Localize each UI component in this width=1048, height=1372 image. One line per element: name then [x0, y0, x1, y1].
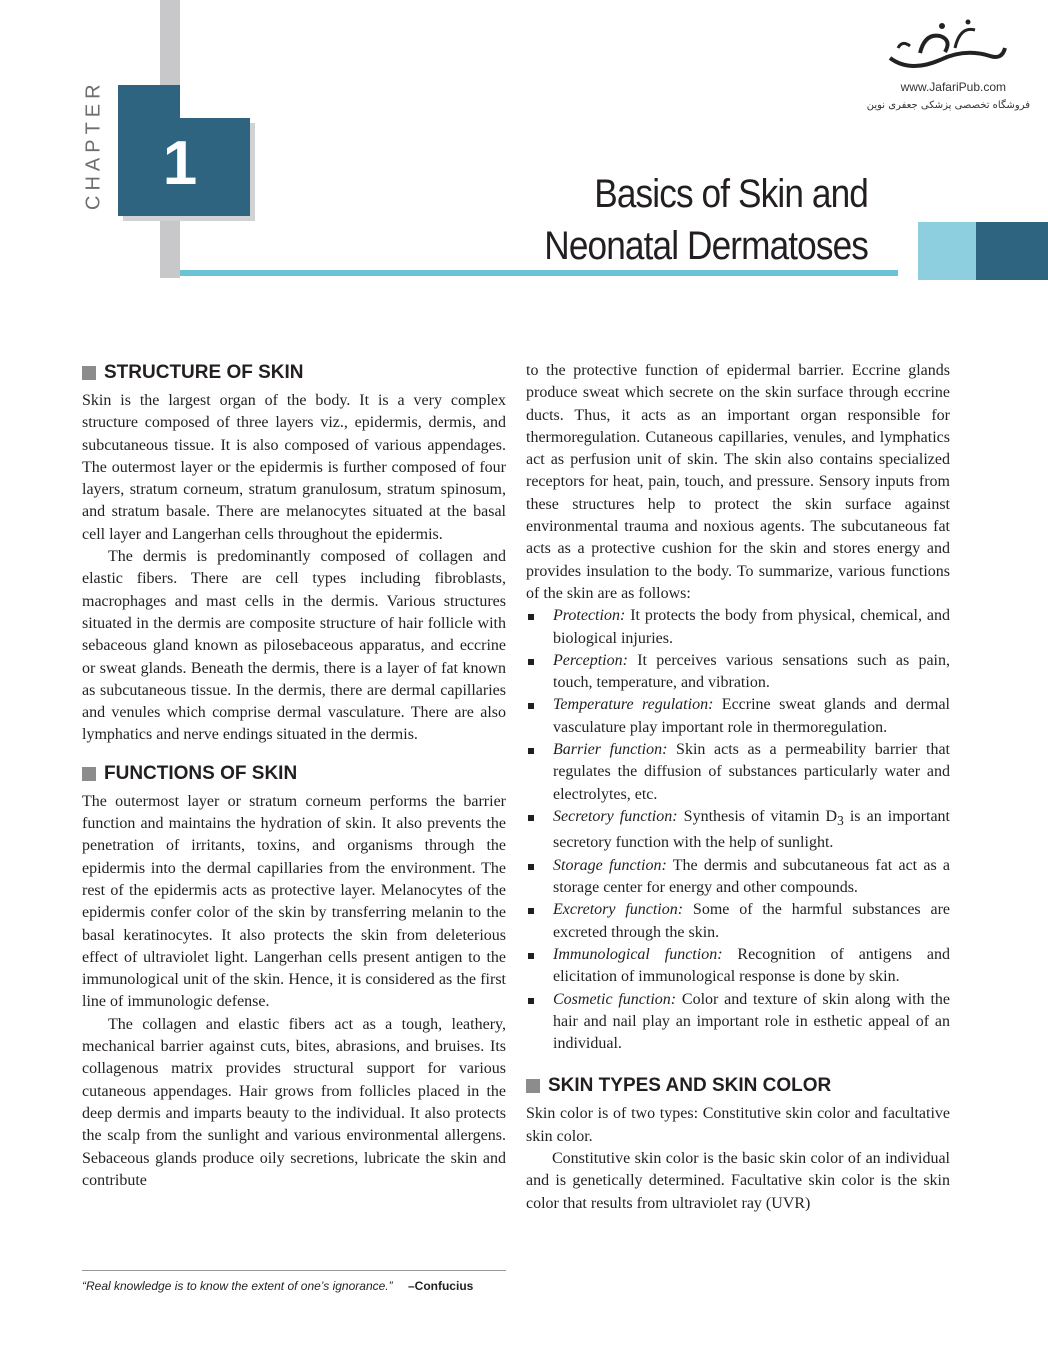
list-item — [526, 694, 950, 739]
right-column — [526, 360, 950, 1215]
list-item — [526, 605, 950, 650]
chapter-title-line2: Neonatal Dermatoses — [544, 224, 868, 268]
item-term: Secretory function: — [553, 807, 678, 825]
list-item — [526, 989, 950, 1056]
list-item — [526, 806, 950, 855]
skin-types-paragraph-2: Constitutive skin color is the basic skin color of an individual and is genetically determined. Facultative skin color is the skin color that results from ultraviolet ray (UVR) — [526, 1149, 950, 1212]
decor-block-dark — [976, 222, 1048, 280]
list-item — [526, 855, 950, 900]
item-text: Synthesis of vitamin D — [677, 807, 838, 825]
heading-text: FUNCTIONS OF SKIN — [104, 762, 298, 784]
functions-paragraph-2: The collagen and elastic fibers act as a tough, leathery, mechanical barrier against cuts, bites, abrasions, and bruises. Its collagenous matrix provides structural support for various cutaneous appendages. Hair grows from follicles placed in the deep dermis and imparts beauty to the individual. It also protects the scalp from the sunlight and various environmental allergens. Sebaceous glands produce oily secretions, lubricate the skin and contribute — [82, 1015, 506, 1189]
item-text: It protects the body from physical, chemical, and biological injuries. — [553, 607, 950, 647]
bullet-square-icon — [528, 659, 534, 665]
heading-text: STRUCTURE OF SKIN — [104, 362, 304, 383]
bullet-square-icon — [528, 998, 534, 1004]
bullet-square-icon — [528, 614, 534, 620]
item-text: Eccrine sweat glands and dermal vasculature play important role in thermoregulation. — [553, 696, 951, 736]
functions-paragraph-3: to the protective function of epidermal barrier. Eccrine glands produce sweat which secrete on the skin surface through eccrine ducts. Thus, it acts as an important organ responsible for thermoregulation. Cutaneous capillaries, venules, and lymphatics act as perfusion unit of skin. The skin also contains specialized receptors for heat, pain, touch, and pressure. Sensory inputs from these structures help to protect the skin surface against environmental trauma and noxious agents. The subcutaneous fat acts as a protective cushion for the skin and stores energy and provides insulation to the body. To summarize, various functions of the skin are as follows: — [526, 362, 950, 602]
item-text: is an important secretory function with the help of sunlight. — [553, 807, 950, 852]
bullet-square-icon — [528, 908, 534, 914]
heading-square-icon — [82, 767, 96, 781]
item-term: Cosmetic function: — [553, 990, 677, 1008]
item-term: Storage function: — [553, 856, 667, 874]
publisher-subtitle: فروشگاه تخصصی پزشکی جعفری نوین — [866, 100, 1030, 111]
structure-paragraph-1: Skin is the largest organ of the body. It is a very complex structure composed of three layers viz., epidermis, dermis, and subcutaneous tissue. It is also composed of various appendages. The outermost layer or the epidermis is further composed of four layers, stratum corneum, stratum granulosum, stratum spinosum, and stratum basale. There are melanocytes situated at the basal cell layer and Langerhan cells throughout the epidermis. — [82, 392, 506, 543]
list-item — [526, 739, 950, 806]
functions-list — [526, 605, 950, 1055]
structure-paragraph-2: The dermis is predominantly composed of collagen and elastic fibers. There are cell types including fibroblasts, macrophages and mast cells in the dermis. Various structures situated in the dermis are composite structure of hair follicle with sebaceous gland known as pilosebaceous apparatus, and eccrine or sweat glands. Beneath the dermis, there is a layer of fat known as subcutaneous tissue. In the dermis, there are dermal capillaries and venules which comprise dermal vasculature. There are also lymphatics and nerve endings situated in the dermis. — [82, 548, 506, 744]
publisher-logo — [860, 18, 1030, 128]
section-heading-skin-types — [526, 1073, 950, 1099]
section-heading-functions — [82, 761, 506, 787]
item-text: Skin acts as a permeability barrier that regulates the diffusion of substances particularly water and electrolytes, etc. — [553, 741, 950, 803]
bullet-square-icon — [528, 864, 534, 870]
footer-quote — [82, 1279, 473, 1293]
functions-paragraph-1: The outermost layer or stratum corneum performs the barrier function and maintains the hydration of skin. It also prevents the penetration of irritants, toxins, and organisms through the epidermis into the dermal capillaries from the environment. The rest of the epidermis acts as protective layer. Melanocytes of the epidermis confer color of the skin by transferring melanin to the basal keratinocytes. It also protects the skin from deleterious effect of ultraviolet light. Langerhan cells present antigen to the immunological unit of the skin. Hence, it is considered as the first line of immunologic defense. — [82, 792, 506, 1011]
heading-square-icon — [526, 1079, 540, 1093]
item-text: The dermis and subcutaneous fat act as a storage center for energy and other compounds. — [553, 856, 951, 897]
chapter-box-tab — [118, 85, 180, 119]
item-text: Some of the harmful substances are excreted through the skin. — [553, 901, 951, 941]
footer-rule — [82, 1270, 506, 1271]
publisher-logo-icon — [880, 18, 1010, 78]
item-term: Barrier function: — [553, 741, 668, 759]
item-term: Temperature regulation: — [553, 696, 714, 714]
decor-block-light — [918, 222, 976, 280]
item-text: Recognition of antigens and elicitation of immunological response is done by skin. — [553, 945, 951, 986]
chapter-number: 1 — [162, 129, 198, 198]
item-term: Excretory function: — [553, 901, 684, 919]
bullet-square-icon — [528, 703, 534, 709]
item-term: Protection: — [553, 607, 626, 625]
quote-text: “Real knowledge is to know the extent of one’s ignorance.” — [82, 1279, 393, 1293]
item-text: It perceives various sensations such as pain, touch, temperature, and vibration. — [553, 651, 950, 692]
publisher-url: www.JafariPub.com — [900, 80, 1006, 94]
list-item — [526, 944, 950, 989]
list-item — [526, 899, 950, 944]
bullet-square-icon — [528, 953, 534, 959]
chapter-title — [375, 168, 868, 272]
left-column — [82, 360, 506, 1192]
chapter-label: CHAPTER — [82, 79, 105, 211]
quote-author: –Confucius — [407, 1279, 474, 1293]
item-subscript: 3 — [837, 813, 844, 829]
item-term: Perception: — [553, 651, 628, 669]
chapter-title-line1: Basics of Skin and — [594, 172, 868, 216]
heading-text: SKIN TYPES AND SKIN COLOR — [548, 1075, 832, 1097]
item-term: Immunological function: — [553, 945, 723, 963]
list-item — [526, 650, 950, 695]
heading-square-icon — [82, 366, 96, 380]
item-text: Color and texture of skin along with the hair and nail play an important role in esthetic appeal of an individual. — [553, 990, 950, 1053]
bullet-square-icon — [528, 748, 534, 754]
skin-types-paragraph-1: Skin color is of two types: Constitutive skin color and facultative skin color. — [526, 1105, 950, 1145]
section-heading-structure — [82, 360, 506, 386]
bullet-square-icon — [528, 815, 534, 821]
